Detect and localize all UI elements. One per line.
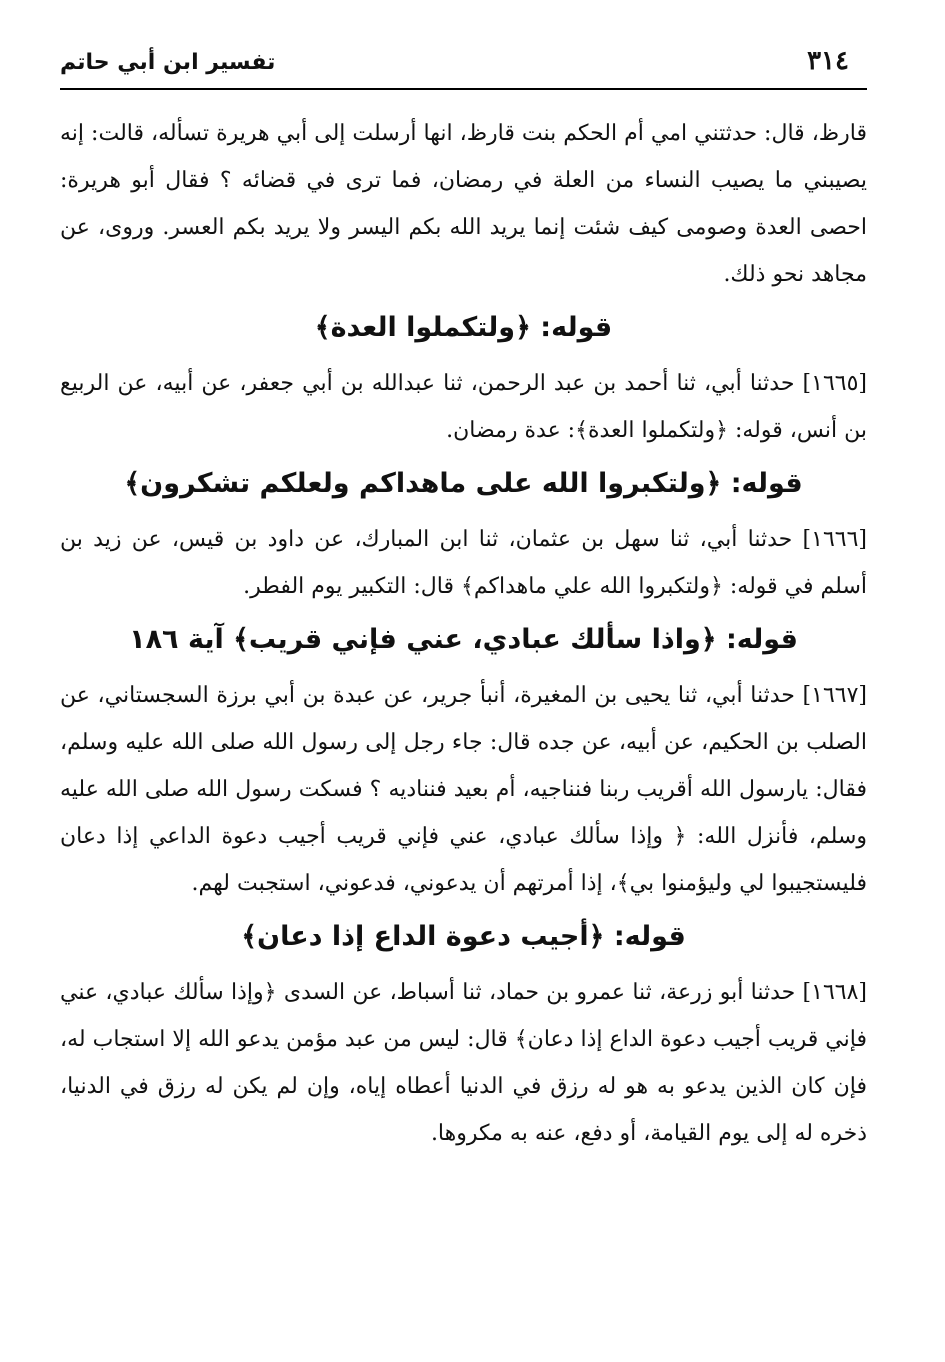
section-heading: قوله: ﴿ولتكملوا العدة﴾ [314,312,613,343]
page-body [60,110,867,1157]
section-heading: قوله: ﴿ولتكبروا الله على ماهداكم ولعلكم تشكرون﴾ [124,468,803,499]
paragraph: قارظ، قال: حدثتني امي أم الحكم بنت قارظ، انها أرسلت إلى أبي هريرة تسأله، قالت: إنه يصيبني ما يصيب النساء من العلة في رمضان، فما ترى في قضائه ؟ فقال أبو هريرة: احصى العدة وصومى كيف شئت إنما يريد الله بكم اليسر ولا يريد بكم العسر. وروى، عن مجاهد نحو ذلك. [60,121,867,287]
paragraph: [١٦٦٦] حدثنا أبي، ثنا سهل بن عثمان، ثنا ابن المبارك، عن داود بن قيس، عن زيد بن أسلم في قوله: ﴿ولتكبروا الله علي ماهداكم﴾ قال: التكبير يوم الفطر. [60,527,867,599]
section-heading: قوله: ﴿واذا سألك عبادي، عني فإني قريب﴾ آية ١٨٦ [129,624,798,655]
section-heading: قوله: ﴿أجيب دعوة الداع إذا دعان﴾ [241,921,686,952]
paragraph: [١٦٦٧] حدثنا أبي، ثنا يحيى بن المغيرة، أنبأ جرير، عن عبدة بن أبي برزة السجستاني، عن الصلب بن الحكيم، عن أبيه، عن جده قال: جاء رجل إلى رسول الله صلى الله عليه وسلم، فقال: يارسول الله أقريب ربنا فنناجيه، أم بعيد فنناديه ؟ فسكت رسول الله صلى الله عليه وسلم، فأنزل الله: ﴿ وإذا سألك عبادي، عني فإني قريب أجيب دعوة الداعي إذا دعان فليستجيبوا لي وليؤمنوا بي﴾، إذا أمرتهم أن يدعوني، فدعوني، استجبت لهم. [60,683,867,896]
page-number: ٣١٤ [807,46,849,76]
paragraph: [١٦٦٨] حدثنا أبو زرعة، ثنا عمرو بن حماد، ثنا أسباط، عن السدى ﴿وإذا سألك عبادي، عني فإني قريب أجيب دعوة الداع إذا دعان﴾ قال: ليس من عبد مؤمن يدعو الله إلا استجاب له، فإن كان الذين يدعو به هو له رزق في الدنيا أعطاه إياه، وإن لم يكن له رزق في الدنيا، ذخره له إلى يوم القيامة، أو دفع، عنه به مكروها. [60,980,867,1146]
paragraph: [١٦٦٥] حدثنا أبي، ثنا أحمد بن عبد الرحمن، ثنا عبدالله بن أبي جعفر، عن أبيه، عن الربيع بن أنس، قوله: ﴿ولتكملوا العدة﴾: عدة رمضان. [60,371,867,443]
page-header [60,38,867,90]
book-title: تفسير ابن أبي حاتم [60,50,276,75]
